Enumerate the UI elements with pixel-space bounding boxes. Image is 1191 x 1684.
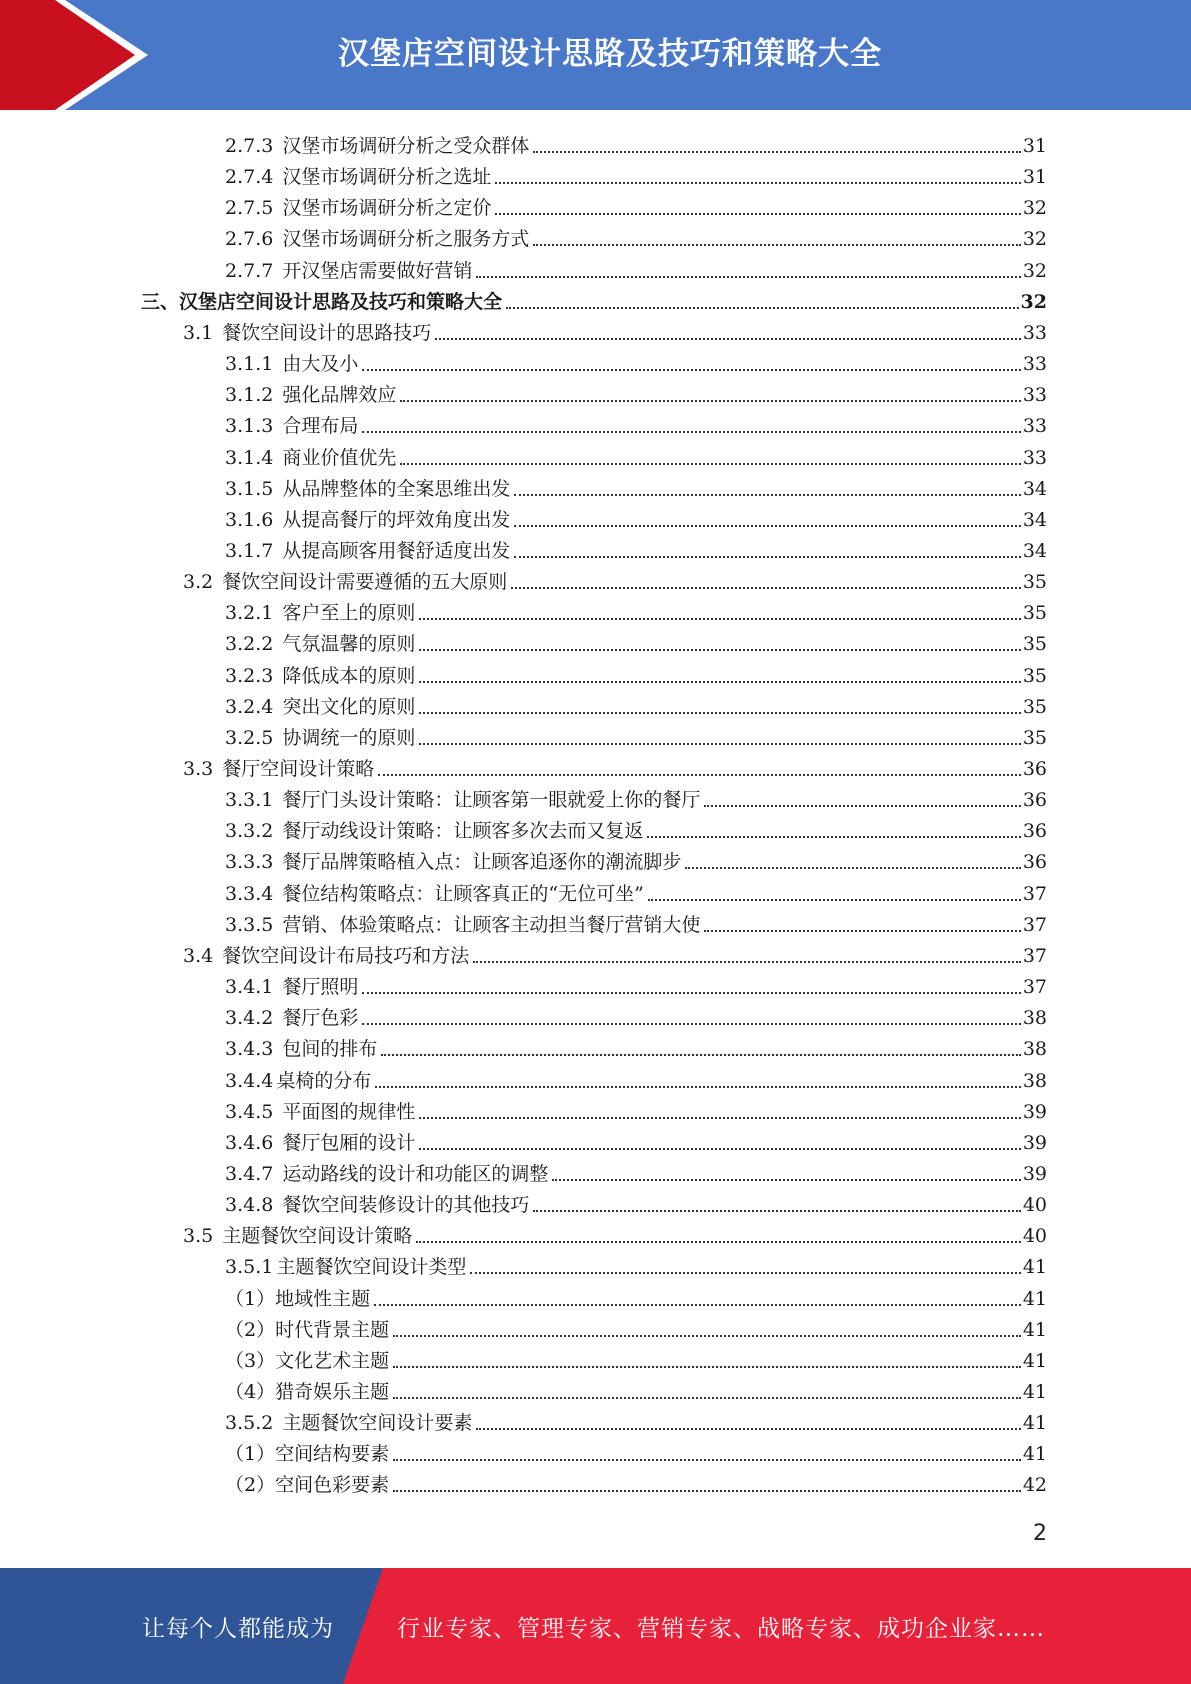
toc-entry-page: 41: [1022, 1287, 1047, 1310]
toc-entry[interactable]: [225, 1030, 1047, 1061]
toc-entry[interactable]: [225, 1404, 1047, 1435]
toc-dot-leader: [648, 899, 1021, 901]
toc-entry-page: 35: [1022, 664, 1047, 687]
toc-entry[interactable]: [225, 843, 1047, 874]
toc-entry-number: 3.1.7: [225, 539, 274, 562]
toc-entry[interactable]: [225, 625, 1047, 656]
toc-entry-number: 3.4.2: [225, 1007, 274, 1030]
toc-entry[interactable]: [183, 1217, 1047, 1248]
toc-entry-title: 餐厅品牌策略植入点：让顾客追逐你的潮流脚步: [282, 851, 682, 874]
toc-entry-number: 3.1: [183, 321, 214, 344]
toc-entry-number: （3）: [225, 1349, 276, 1372]
toc-entry-page: 34: [1022, 508, 1047, 531]
toc-entry[interactable]: [225, 1280, 1047, 1311]
toc-entry-number: 3.3.5: [225, 913, 274, 936]
toc-entry-number: 3.4.8: [225, 1194, 274, 1217]
toc-entry-title: 汉堡市场调研分析之服务方式: [282, 228, 530, 251]
toc-entry-title: 文化艺术主题: [275, 1349, 390, 1372]
toc-entry-page: 33: [1022, 353, 1047, 376]
toc-entry-page: 33: [1022, 321, 1047, 344]
toc-entry-page: 41: [1022, 1349, 1047, 1372]
page-footer: [0, 1568, 1191, 1684]
toc-entry[interactable]: [225, 127, 1047, 158]
toc-entry[interactable]: [225, 1373, 1047, 1404]
toc-dot-leader: [511, 587, 1021, 589]
toc-entry-page: 36: [1022, 789, 1047, 812]
toc-entry-page: 38: [1022, 1007, 1047, 1030]
toc-entry[interactable]: [225, 875, 1047, 906]
toc-entry[interactable]: [225, 1466, 1047, 1497]
toc-dot-leader: [374, 1304, 1021, 1306]
toc-entry-title: 协调统一的原则: [282, 726, 416, 749]
toc-entry[interactable]: [225, 1155, 1047, 1186]
toc-entry-title: 餐位结构策略点：让顾客真正的“无位可坐”: [282, 882, 644, 905]
toc-entry-number: 3.4.3: [225, 1038, 274, 1061]
toc-dot-leader: [685, 867, 1020, 869]
toc-entry-title: 汉堡市场调研分析之受众群体: [282, 135, 530, 157]
toc-entry[interactable]: [225, 470, 1047, 501]
toc-entry-page: 40: [1022, 1225, 1047, 1248]
toc-entry[interactable]: [225, 1062, 1047, 1093]
toc-dot-leader: [419, 681, 1020, 683]
toc-entry[interactable]: [225, 439, 1047, 470]
toc-entry-page: 36: [1022, 851, 1047, 874]
toc-entry-number: 3.5.2: [225, 1412, 274, 1435]
toc-dot-leader: [473, 961, 1021, 963]
toc-entry-number: 3.4.4: [225, 1069, 274, 1092]
toc-entry-page: 41: [1022, 1256, 1047, 1279]
toc-entry-number: 3.3: [183, 758, 214, 780]
toc-entry-number: （1）: [225, 1287, 276, 1310]
toc-entry-page: 31: [1022, 135, 1047, 157]
toc-entry-page: 35: [1022, 571, 1047, 594]
toc-entry[interactable]: [183, 937, 1047, 968]
toc-entry-page: 32: [1022, 197, 1047, 220]
toc-dot-leader: [362, 1023, 1020, 1025]
toc-entry[interactable]: [225, 999, 1047, 1030]
toc-dot-leader: [495, 182, 1020, 184]
toc-entry-number: 2.7.7: [225, 259, 274, 282]
toc-entry-page: 41: [1022, 1443, 1047, 1466]
toc-entry-title: 空间色彩要素: [275, 1474, 390, 1497]
toc-entry[interactable]: [225, 594, 1047, 625]
toc-entry[interactable]: [183, 750, 1047, 781]
toc-entry-number: 3.2.1: [225, 602, 274, 625]
toc-dot-leader: [533, 151, 1020, 153]
toc-entry-title: 降低成本的原则: [282, 664, 416, 687]
toc-entry-title: 强化品牌效应: [282, 384, 397, 407]
toc-entry-title: 餐厅照明: [282, 976, 359, 999]
toc-entry[interactable]: [183, 563, 1047, 594]
toc-entry-number: 3.1.5: [225, 477, 274, 500]
toc-entry-page: 34: [1022, 539, 1047, 562]
toc-dot-leader: [552, 1179, 1020, 1181]
toc-dot-leader: [514, 494, 1020, 496]
toc-entry-title: 从提高餐厅的坪效角度出发: [282, 508, 511, 531]
toc-entry-title: 桌椅的分布: [276, 1069, 372, 1092]
toc-entry[interactable]: [225, 688, 1047, 719]
toc-entry-title: 餐饮空间设计的思路技巧: [222, 321, 432, 344]
toc-dot-leader: [416, 1241, 1021, 1243]
toc-entry-number: 3.4.1: [225, 976, 274, 999]
toc-entry-number: 3.3.1: [225, 789, 274, 812]
toc-entry-number: 3.4.6: [225, 1131, 274, 1154]
toc-entry-number: 3.4: [183, 944, 214, 967]
toc-entry-title: 平面图的规律性: [282, 1100, 416, 1123]
toc-entry-page: 38: [1022, 1038, 1047, 1061]
toc-entry[interactable]: [225, 812, 1047, 843]
toc-entry-page: 34: [1022, 477, 1047, 500]
toc-entry-number: 2.7.3: [225, 135, 274, 157]
toc-entry-page: 33: [1022, 415, 1047, 438]
toc-entry[interactable]: [225, 376, 1047, 407]
toc-dot-leader: [419, 649, 1020, 651]
toc-entry[interactable]: [225, 158, 1047, 189]
toc-dot-leader: [362, 369, 1020, 371]
toc-dot-leader: [419, 618, 1020, 620]
toc-entry-title: 餐厅门头设计策略：让顾客第一眼就爱上你的餐厅: [282, 789, 701, 812]
toc-dot-leader: [495, 213, 1020, 215]
toc-entry[interactable]: [225, 252, 1047, 283]
toc-entry-number: （4）: [225, 1381, 276, 1403]
toc-dot-leader: [400, 400, 1020, 402]
toc-dot-leader: [419, 712, 1020, 714]
toc-entry-number: 3.3.2: [225, 820, 274, 843]
toc-entry-number: （2）: [225, 1318, 276, 1341]
toc-dot-leader: [393, 1397, 1021, 1399]
toc-entry-number: 3.3.3: [225, 851, 274, 874]
header-arrow-decoration: [0, 0, 200, 110]
toc-entry-title: 主题餐饮空间设计要素: [282, 1412, 473, 1435]
toc-entry-title: 餐厅空间设计策略: [222, 758, 375, 780]
toc-dot-leader: [704, 805, 1020, 807]
toc-entry-page: 39: [1022, 1162, 1047, 1185]
toc-entry-number: 3.2: [183, 571, 214, 594]
toc-entry[interactable]: [141, 283, 1047, 314]
toc-entry-title: 营销、体验策略点：让顾客主动担当餐厅营销大使: [282, 913, 701, 936]
toc-entry[interactable]: [225, 1311, 1047, 1342]
toc-dot-leader: [533, 1210, 1020, 1212]
toc-dot-leader: [362, 431, 1020, 433]
toc-dot-leader: [533, 244, 1020, 246]
toc-entry-title: 时代背景主题: [275, 1318, 390, 1341]
toc-entry[interactable]: [225, 345, 1047, 376]
toc-entry-title: 突出文化的原则: [282, 695, 416, 718]
page-header: [0, 0, 1191, 110]
toc-entry[interactable]: [225, 906, 1047, 937]
toc-dot-leader: [393, 1366, 1021, 1368]
toc-entry-number: 3.2.2: [225, 633, 274, 656]
toc-dot-leader: [362, 992, 1020, 994]
toc-dot-leader: [419, 743, 1020, 745]
toc-entry-page: 41: [1022, 1412, 1047, 1435]
toc-entry-page: 35: [1022, 602, 1047, 625]
toc-entry-page: 37: [1022, 944, 1047, 967]
toc-entry-number: 3.5: [183, 1225, 214, 1248]
toc-entry[interactable]: [225, 220, 1047, 251]
toc-entry-number: 2.7.4: [225, 166, 274, 189]
toc-entry-number: 3.4.5: [225, 1100, 274, 1123]
toc-dot-leader: [378, 774, 1021, 776]
toc-entry-page: 32: [1020, 290, 1047, 313]
toc-entry-page: 35: [1022, 726, 1047, 749]
toc-dot-leader: [647, 836, 1020, 838]
toc-dot-leader: [476, 1428, 1020, 1430]
toc-dot-leader: [419, 1117, 1020, 1119]
toc-entry-page: 37: [1022, 976, 1047, 999]
toc-entry-title: 合理布局: [282, 415, 359, 438]
toc-entry-title: 运动路线的设计和功能区的调整: [282, 1162, 549, 1185]
toc-entry-number: 3.2.5: [225, 726, 274, 749]
toc-entry[interactable]: [225, 1248, 1047, 1279]
toc-dot-leader: [375, 1086, 1020, 1088]
toc-entry-title: 汉堡市场调研分析之选址: [282, 166, 492, 189]
toc-entry-title: 主题餐饮空间设计策略: [222, 1225, 413, 1248]
toc-entry[interactable]: [225, 781, 1047, 812]
toc-entry-title: 餐厅包厢的设计: [282, 1131, 416, 1154]
toc-entry-page: 32: [1022, 228, 1047, 251]
toc-entry-page: 35: [1022, 633, 1047, 656]
footer-slogan-left: 让每个人都能成为: [142, 1616, 334, 1642]
toc-entry-number: 2.7.5: [225, 197, 274, 220]
toc-entry-title: 餐厅色彩: [282, 1007, 359, 1030]
toc-entry-title: 猎奇娱乐主题: [275, 1381, 390, 1403]
toc-entry-number: 3.1.2: [225, 384, 274, 407]
toc-entry-page: 41: [1022, 1318, 1047, 1341]
toc-entry-title: 三、汉堡店空间设计思路及技巧和策略大全: [141, 290, 503, 313]
toc-entry-page: 39: [1022, 1131, 1047, 1154]
header-title: 汉堡店空间设计思路及技巧和策略大全: [338, 36, 882, 72]
toc-entry-title: 从品牌整体的全案思维出发: [282, 477, 511, 500]
toc-entry-page: 40: [1022, 1194, 1047, 1217]
toc-dot-leader: [435, 338, 1021, 340]
toc-entry-page: 33: [1022, 384, 1047, 407]
toc-entry-page: 36: [1022, 758, 1047, 780]
toc-entry[interactable]: [225, 968, 1047, 999]
toc-entry[interactable]: [225, 1124, 1047, 1155]
toc-entry-title: 包间的排布: [282, 1038, 378, 1061]
toc-entry-title: 商业价值优先: [282, 446, 397, 469]
toc-entry[interactable]: [225, 1093, 1047, 1124]
toc-dot-leader: [400, 463, 1020, 465]
toc-entry-title: 餐厅动线设计策略：让顾客多次去而又复返: [282, 820, 644, 843]
toc-entry[interactable]: [225, 657, 1047, 688]
toc-dot-leader: [514, 556, 1020, 558]
toc-entry-page: 37: [1022, 882, 1047, 905]
toc-entry-page: 31: [1022, 166, 1047, 189]
toc-entry-title: 空间结构要素: [275, 1443, 390, 1466]
toc-entry-title: 餐饮空间装修设计的其他技巧: [282, 1194, 530, 1217]
toc-entry-number: 3.4.7: [225, 1162, 274, 1185]
toc-entry-title: 从提高顾客用餐舒适度出发: [282, 539, 511, 562]
page-number: 2: [1033, 1521, 1047, 1546]
toc-entry-number: 3.5.1: [225, 1256, 274, 1279]
toc-entry-title: 由大及小: [282, 353, 359, 376]
toc-dot-leader: [506, 307, 1019, 309]
toc-dot-leader: [393, 1335, 1021, 1337]
toc-dot-leader: [470, 1272, 1020, 1274]
toc-entry-page: 42: [1022, 1474, 1047, 1497]
toc-dot-leader: [476, 276, 1020, 278]
toc-dot-leader: [419, 1148, 1020, 1150]
toc-dot-leader: [393, 1459, 1021, 1461]
toc-entry-title: 主题餐饮空间设计类型: [276, 1256, 467, 1279]
toc-dot-leader: [514, 525, 1020, 527]
toc-entry[interactable]: [225, 719, 1047, 750]
toc-entry-number: 3.1.4: [225, 446, 274, 469]
toc-entry-number: 3.1.1: [225, 353, 274, 376]
toc-entry-page: 38: [1022, 1069, 1047, 1092]
toc-entry-title: 开汉堡店需要做好营销: [282, 259, 473, 282]
toc-entry-number: （1）: [225, 1443, 276, 1466]
toc-dot-leader: [381, 1054, 1020, 1056]
toc-entry[interactable]: [225, 1435, 1047, 1466]
toc-entry-number: （2）: [225, 1474, 276, 1497]
toc-entry-page: 35: [1022, 695, 1047, 718]
toc-entry-title: 气氛温馨的原则: [282, 633, 416, 656]
toc-entry[interactable]: [225, 1186, 1047, 1217]
toc-entry[interactable]: [225, 532, 1047, 563]
toc-entry[interactable]: [183, 314, 1047, 345]
toc-entry-page: 41: [1022, 1381, 1047, 1403]
toc-entry-page: 36: [1022, 820, 1047, 843]
toc-entry[interactable]: [225, 1342, 1047, 1373]
footer-slogan-right: 行业专家、管理专家、营销专家、战略专家、成功企业家……: [397, 1616, 1045, 1642]
toc-dot-leader: [704, 930, 1020, 932]
toc-entry-title: 餐饮空间设计需要遵循的五大原则: [222, 571, 508, 594]
toc-entry-title: 汉堡市场调研分析之定价: [282, 197, 492, 220]
toc-entry-page: 37: [1022, 913, 1047, 936]
toc-entry-number: 3.1.6: [225, 508, 274, 531]
toc-entry[interactable]: [225, 501, 1047, 532]
toc-entry-title: 客户至上的原则: [282, 602, 416, 625]
toc-entry[interactable]: [225, 407, 1047, 438]
toc-entry-page: 32: [1022, 259, 1047, 282]
toc-entry-page: 33: [1022, 446, 1047, 469]
toc-entry-title: 地域性主题: [275, 1287, 371, 1310]
toc-entry-title: 餐饮空间设计布局技巧和方法: [222, 944, 470, 967]
toc-entry-number: 3.3.4: [225, 882, 274, 905]
toc-entry[interactable]: [225, 189, 1047, 220]
toc-entry-number: 2.7.6: [225, 228, 274, 251]
toc-entry-number: 3.2.4: [225, 695, 274, 718]
toc-entry-number: 3.1.3: [225, 415, 274, 438]
toc-entry-page: 39: [1022, 1100, 1047, 1123]
toc-dot-leader: [393, 1490, 1021, 1492]
toc-entry-number: 3.2.3: [225, 664, 274, 687]
